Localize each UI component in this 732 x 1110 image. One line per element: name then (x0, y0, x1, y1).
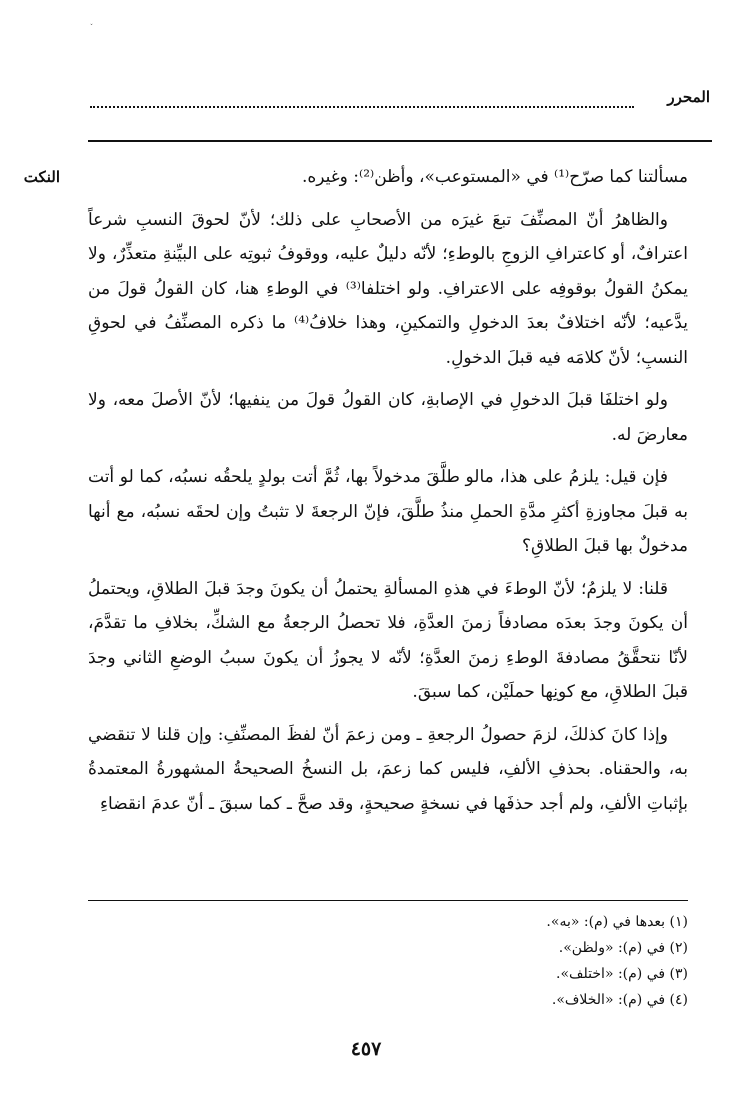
paragraph-3: ولو اختلفَا قبلَ الدخولِ في الإصابةِ، كان القولُ قولَ من ينفيها؛ لأنّ الأصلَ معه، ولا معارضَ له. (88, 390, 688, 445)
side-label: النكت (23, 168, 60, 186)
footnote-4: (٤) في (م): «الخلاف». (551, 992, 688, 1008)
footnote-3: (٣) في (م): «اختلف». (556, 966, 688, 982)
footnote-2: (٢) في (م): «ولظن». (558, 940, 688, 956)
main-text (88, 160, 688, 829)
footnote-1: (١) بعدها في (م): «به». (546, 914, 688, 930)
header-dotted-line (90, 98, 634, 108)
header-rule (88, 140, 712, 142)
paragraph-2: والظاهرُ أنّ المصنِّفَ تبعَ غيرَه من الأصحابِ على ذلك؛ لأنّ لحوقَ النسبِ شرعاً اعترافٌ، أو كاعترافِ الزوجِ بالوطءِ؛ لأنّه دليلٌ عليه، ووقوفُ ثبوتِه على البيِّنةِ متعذِّرٌ، ولا يمكنُ القولُ بوقوفِه على الاعترافِ. ولو اختلفا⁽³⁾ في الوطءِ هنا، كان القولُ قولَ من يدَّعيه؛ لأنّه اختلافٌ بعدَ الدخولِ والتمكينِ، وهذا خلافُ⁽⁴⁾ ما ذكره المصنِّفُ في لحوقِ النسبِ؛ لأنّ كلامَه فيه قبلَ الدخولِ. (88, 209, 688, 368)
header-label: المحرر (667, 88, 710, 106)
corner-mark: ˇ (90, 24, 93, 31)
paragraph-5: قلنا: لا يلزمُ؛ لأنّ الوطءَ في هذهِ المسألةِ يحتملُ أن يكونَ وجدَ قبلَ الطلاقِ، ويحتملُ أن يكونَ وجدَ بعدَه مصادفاً زمنَ العدَّةِ، فلا تحصلُ الرجعةُ مع الشكِّ، بخلافِ ما تقدَّمَ، لأنّا نتحقَّقُ مصادفةَ الوطءِ زمنَ العدَّةِ؛ لأنّه لا يجوزُ أن يكونَ سببُ الوضعِ الثاني وجدَ قبلَ الطلاقِ، مع كونِها حملَيْن، كما سبقَ. (88, 578, 688, 702)
page-number: ٤٥٧ (350, 1038, 382, 1060)
paragraph-6: وإذا كانَ كذلكَ، لزمَ حصولُ الرجعةِ ـ ومن زعمَ أنّ لفظَ المصنِّفِ: وإن قلنا لا تنقضي به، والحقناه. بحذفِ الألفِ، فليس كما زعمَ، بل النسخُ الصحيحةُ المشهورةُ المعتمدةُ بإثباتِ الألفِ، ولم أجد حذفَها في نسخةٍ صحيحةٍ، وقد صحَّ ـ كما سبقَ ـ أنّ عدمَ انقضاءِ (88, 724, 688, 814)
paragraph-4: فإن قيل: يلزمُ على هذا، مالو طلَّقَ مدخولاً بها، ثُمَّ أتت بولدٍ يلحقُه نسبُه، كما لو أتت به قبلَ مجاوزةِ أكثرِ مدَّةِ الحملِ منذُ طلَّقَ، فإنّ الرجعةَ لا تثبتُ وإن لحقَه نسبُه، مع أنها مدخولٌ بها قبلَ الطلاقِ؟ (88, 467, 688, 556)
header-row (90, 88, 712, 124)
paragraph-1: مسألتنا كما صرّح⁽¹⁾ في «المستوعب»، وأظن⁽²⁾: وغيره. (301, 167, 688, 187)
footnotes (88, 900, 688, 1013)
